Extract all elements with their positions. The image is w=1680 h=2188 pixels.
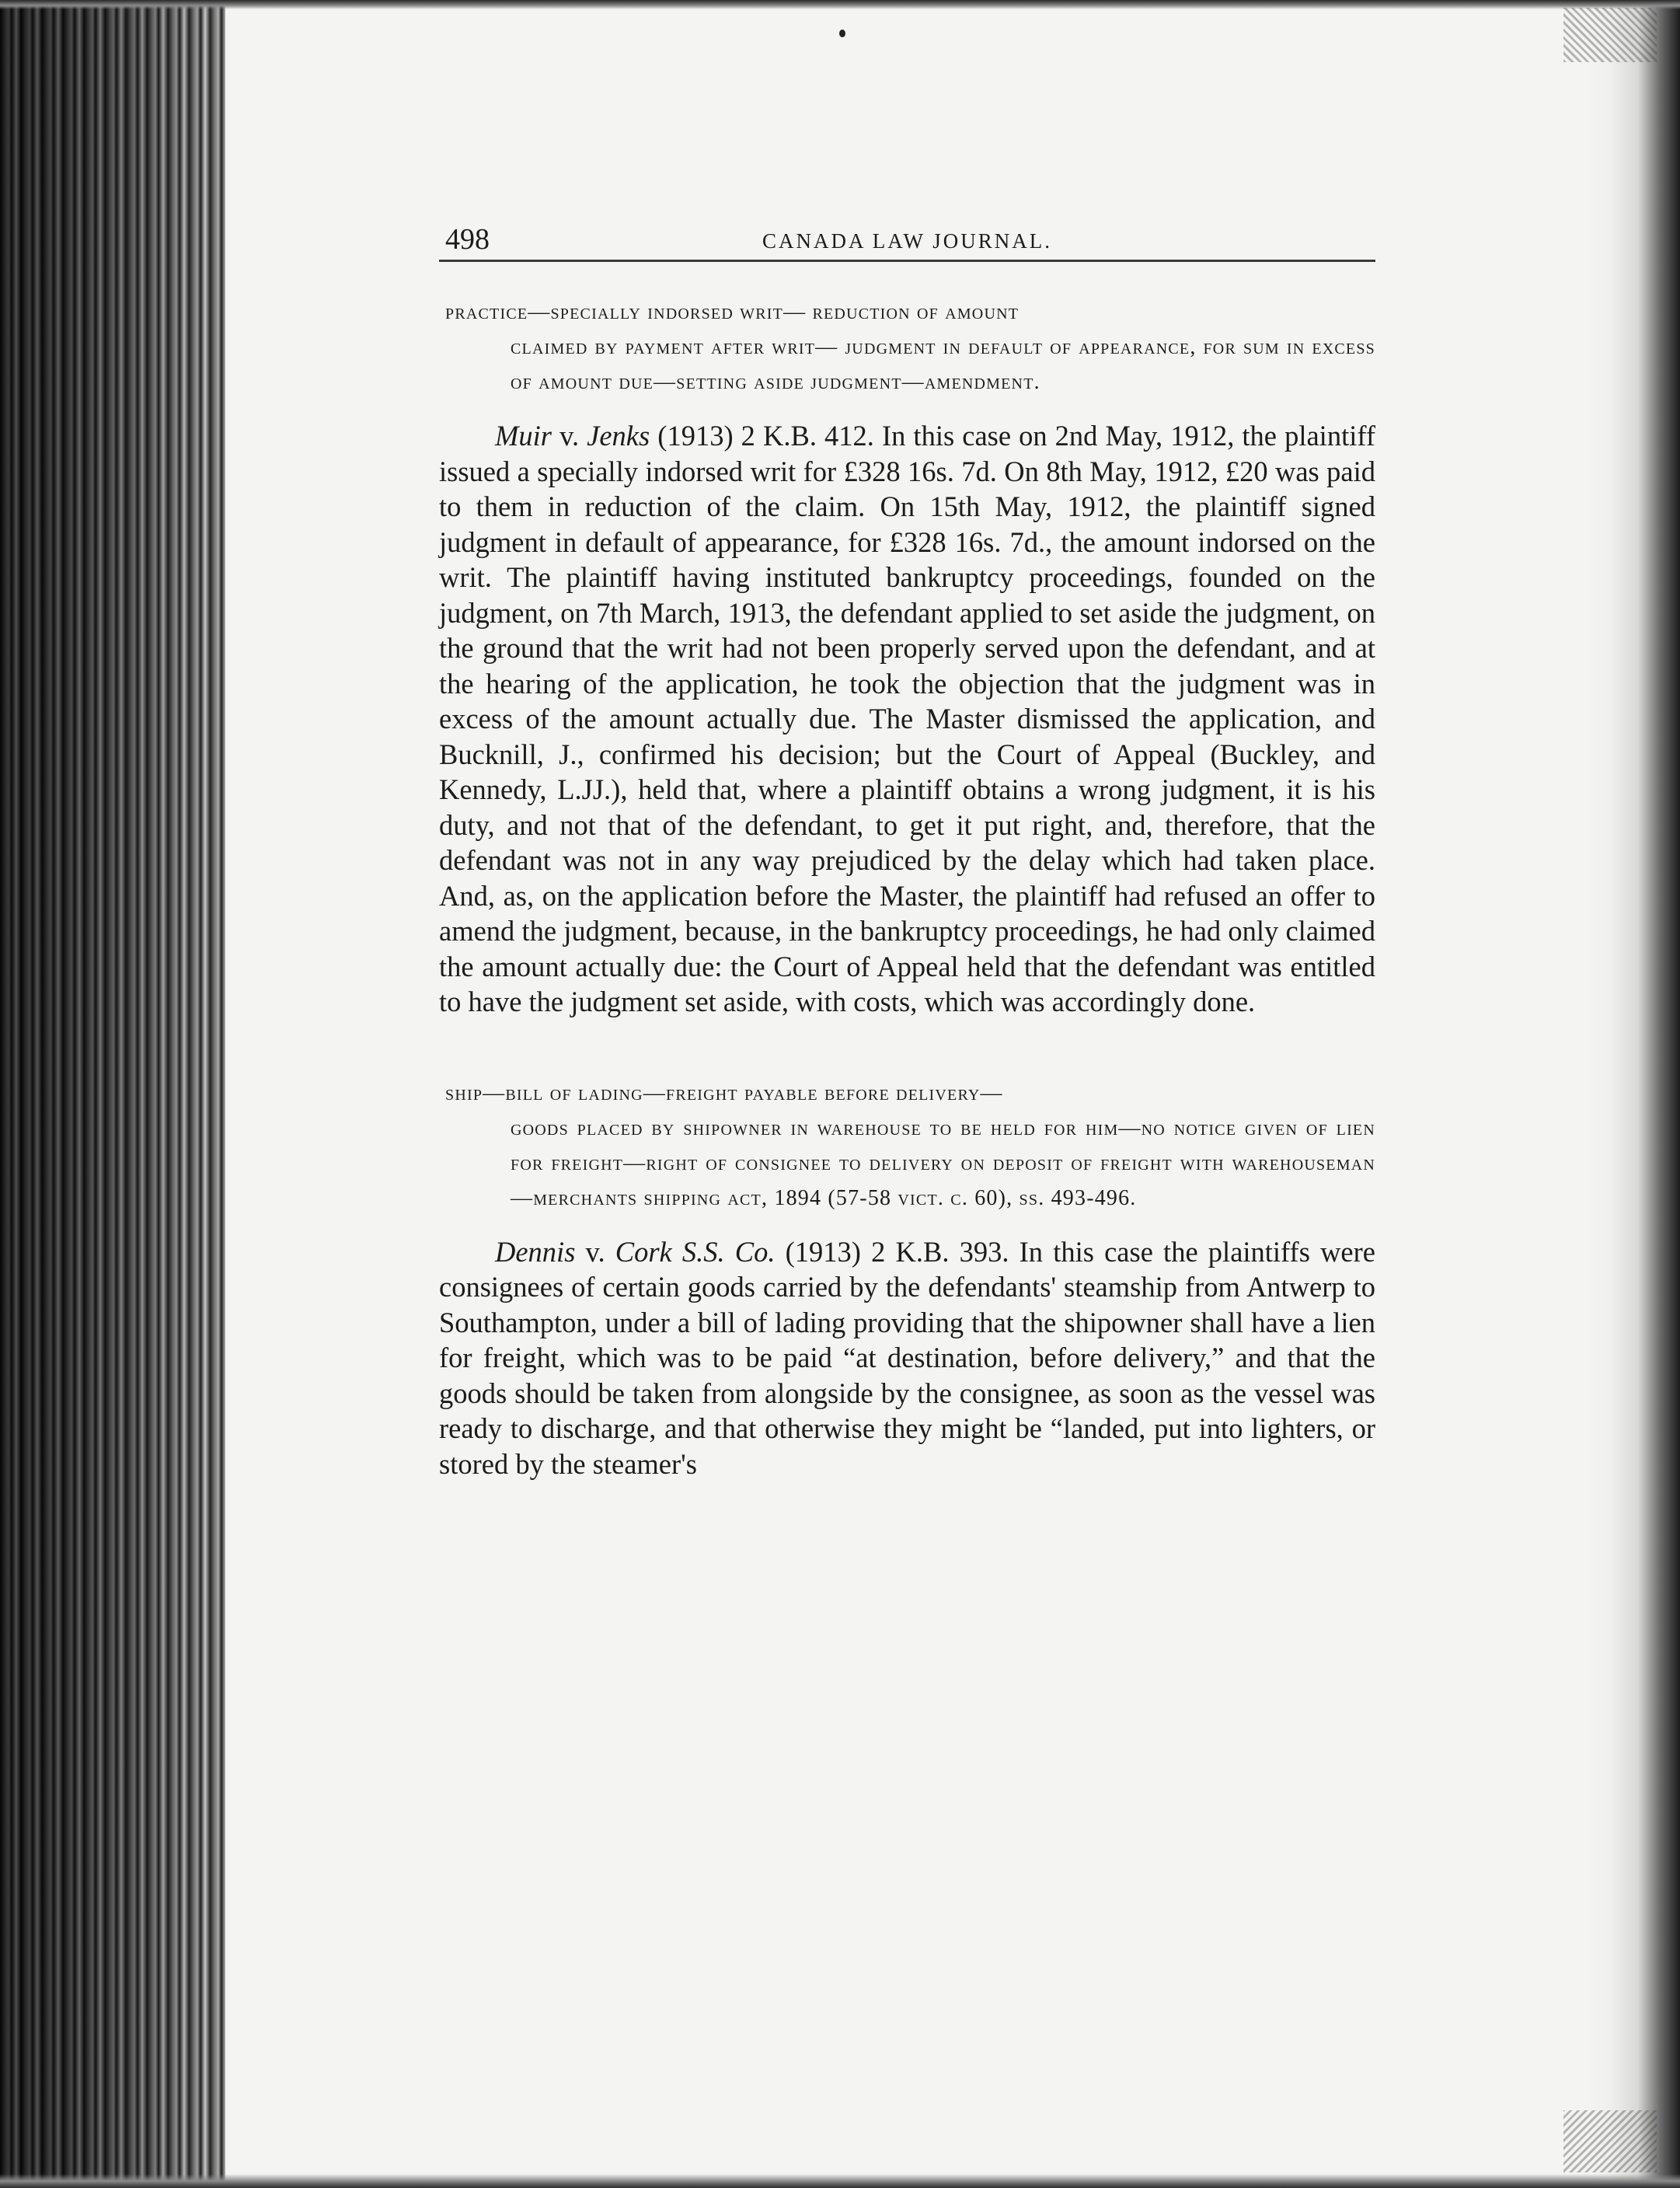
scan-noise-top-right (1563, 8, 1657, 62)
book-gutter-shadow-left (0, 0, 225, 2188)
case-citation: (1913) 2 K.B. 393. (775, 1235, 1009, 1268)
section-heading-continuation: goods placed by shipowner in warehouse to be held for him—no notice given of lien for freight—right of consignee to delivery on deposit of freight with warehouseman—merchants shipping act, 1894 (57-58 vict. c. 60), ss. 493-496. (511, 1115, 1375, 1210)
case-versus: v. (552, 420, 587, 452)
page-edge-shadow-right (1587, 0, 1680, 2188)
journal-title: CANADA LAW JOURNAL. (762, 229, 1053, 253)
case-versus: v. (575, 1235, 615, 1268)
case-plaintiff: Muir (495, 420, 552, 452)
case-defendant: Jenks (587, 420, 650, 452)
section-heading-ship (439, 1076, 1375, 1216)
page-content (439, 210, 1375, 1481)
case-body: In this case on 2nd May, 1912, the plaintiff issued a specially indorsed writ for £328 16s. 7d. On 8th May, 1912, £20 was paid to them in reduction of the claim. On 15th May, 1912, the plaintiff signed judgment in default of appearance, for £328 16s. 7d., the amount indorsed on the writ. The plaintiff having instituted bankruptcy proceedings, founded on the judgment, on 7th March, 1913, the defendant applied to set aside the judgment, on the ground that the writ had not been properly served upon the defendant, and at the hearing of the application, he took the objection that the judgment was in excess of the amount actually due. The Master dismissed the application, and Bucknill, J., confirmed his decision; but the Court of Appeal (Buckley, and Kennedy, L.JJ.), held that, where a plaintiff obtains a wrong judgment, it is his duty, and not that of the defendant, to get it put right, and, therefore, that the defendant was not in any way prejudiced by the delay which had taken place. And, as, on the application before the Master, the plaintiff had refused an offer to amend the judgment, because, in the bankruptcy proceedings, he had only claimed the amount actually due: the Court of Appeal held that the defendant was entitled to have the judgment set aside, with costs, which was accordingly done. (439, 420, 1375, 1017)
case-citation: (1913) 2 K.B. 412. (650, 420, 874, 452)
case-summary-dennis-v-cork (439, 1234, 1375, 1482)
case-body: In this case the plaintiffs were consignees of certain goods carried by the defendants' steamship from Antwerp to Southampton, under a bill of lading providing that the shipowner shall have a lien for freight, which was to be paid “at destination, before delivery,” and that the goods should be taken from alongside by the consignee, as soon as the vessel was ready to discharge, and that otherwise they might be “landed, put into lighters, or stored by the steamer's (439, 1235, 1375, 1480)
page-number: 498 (445, 223, 490, 256)
case-defendant: Cork S.S. Co. (615, 1235, 776, 1268)
case-summary-muir-v-jenks (439, 418, 1375, 1020)
section-heading-line: ship—bill of lading—freight payable before delivery— (445, 1080, 1003, 1105)
section-heading-continuation: claimed by payment after writ— judgment in default of appearance, for sum in excess of amount due—setting aside judgment—amendment. (511, 335, 1375, 394)
running-head (439, 210, 1375, 262)
scan-noise-bottom-right (1563, 2110, 1657, 2172)
case-plaintiff: Dennis (495, 1235, 576, 1268)
section-heading-practice (439, 295, 1375, 400)
scan-top-edge (0, 0, 1680, 9)
section-heading-line: practice—specially indorsed writ— reduction of amount (445, 300, 1020, 324)
ink-speck (839, 30, 845, 37)
scan-bottom-edge (0, 2174, 1680, 2188)
